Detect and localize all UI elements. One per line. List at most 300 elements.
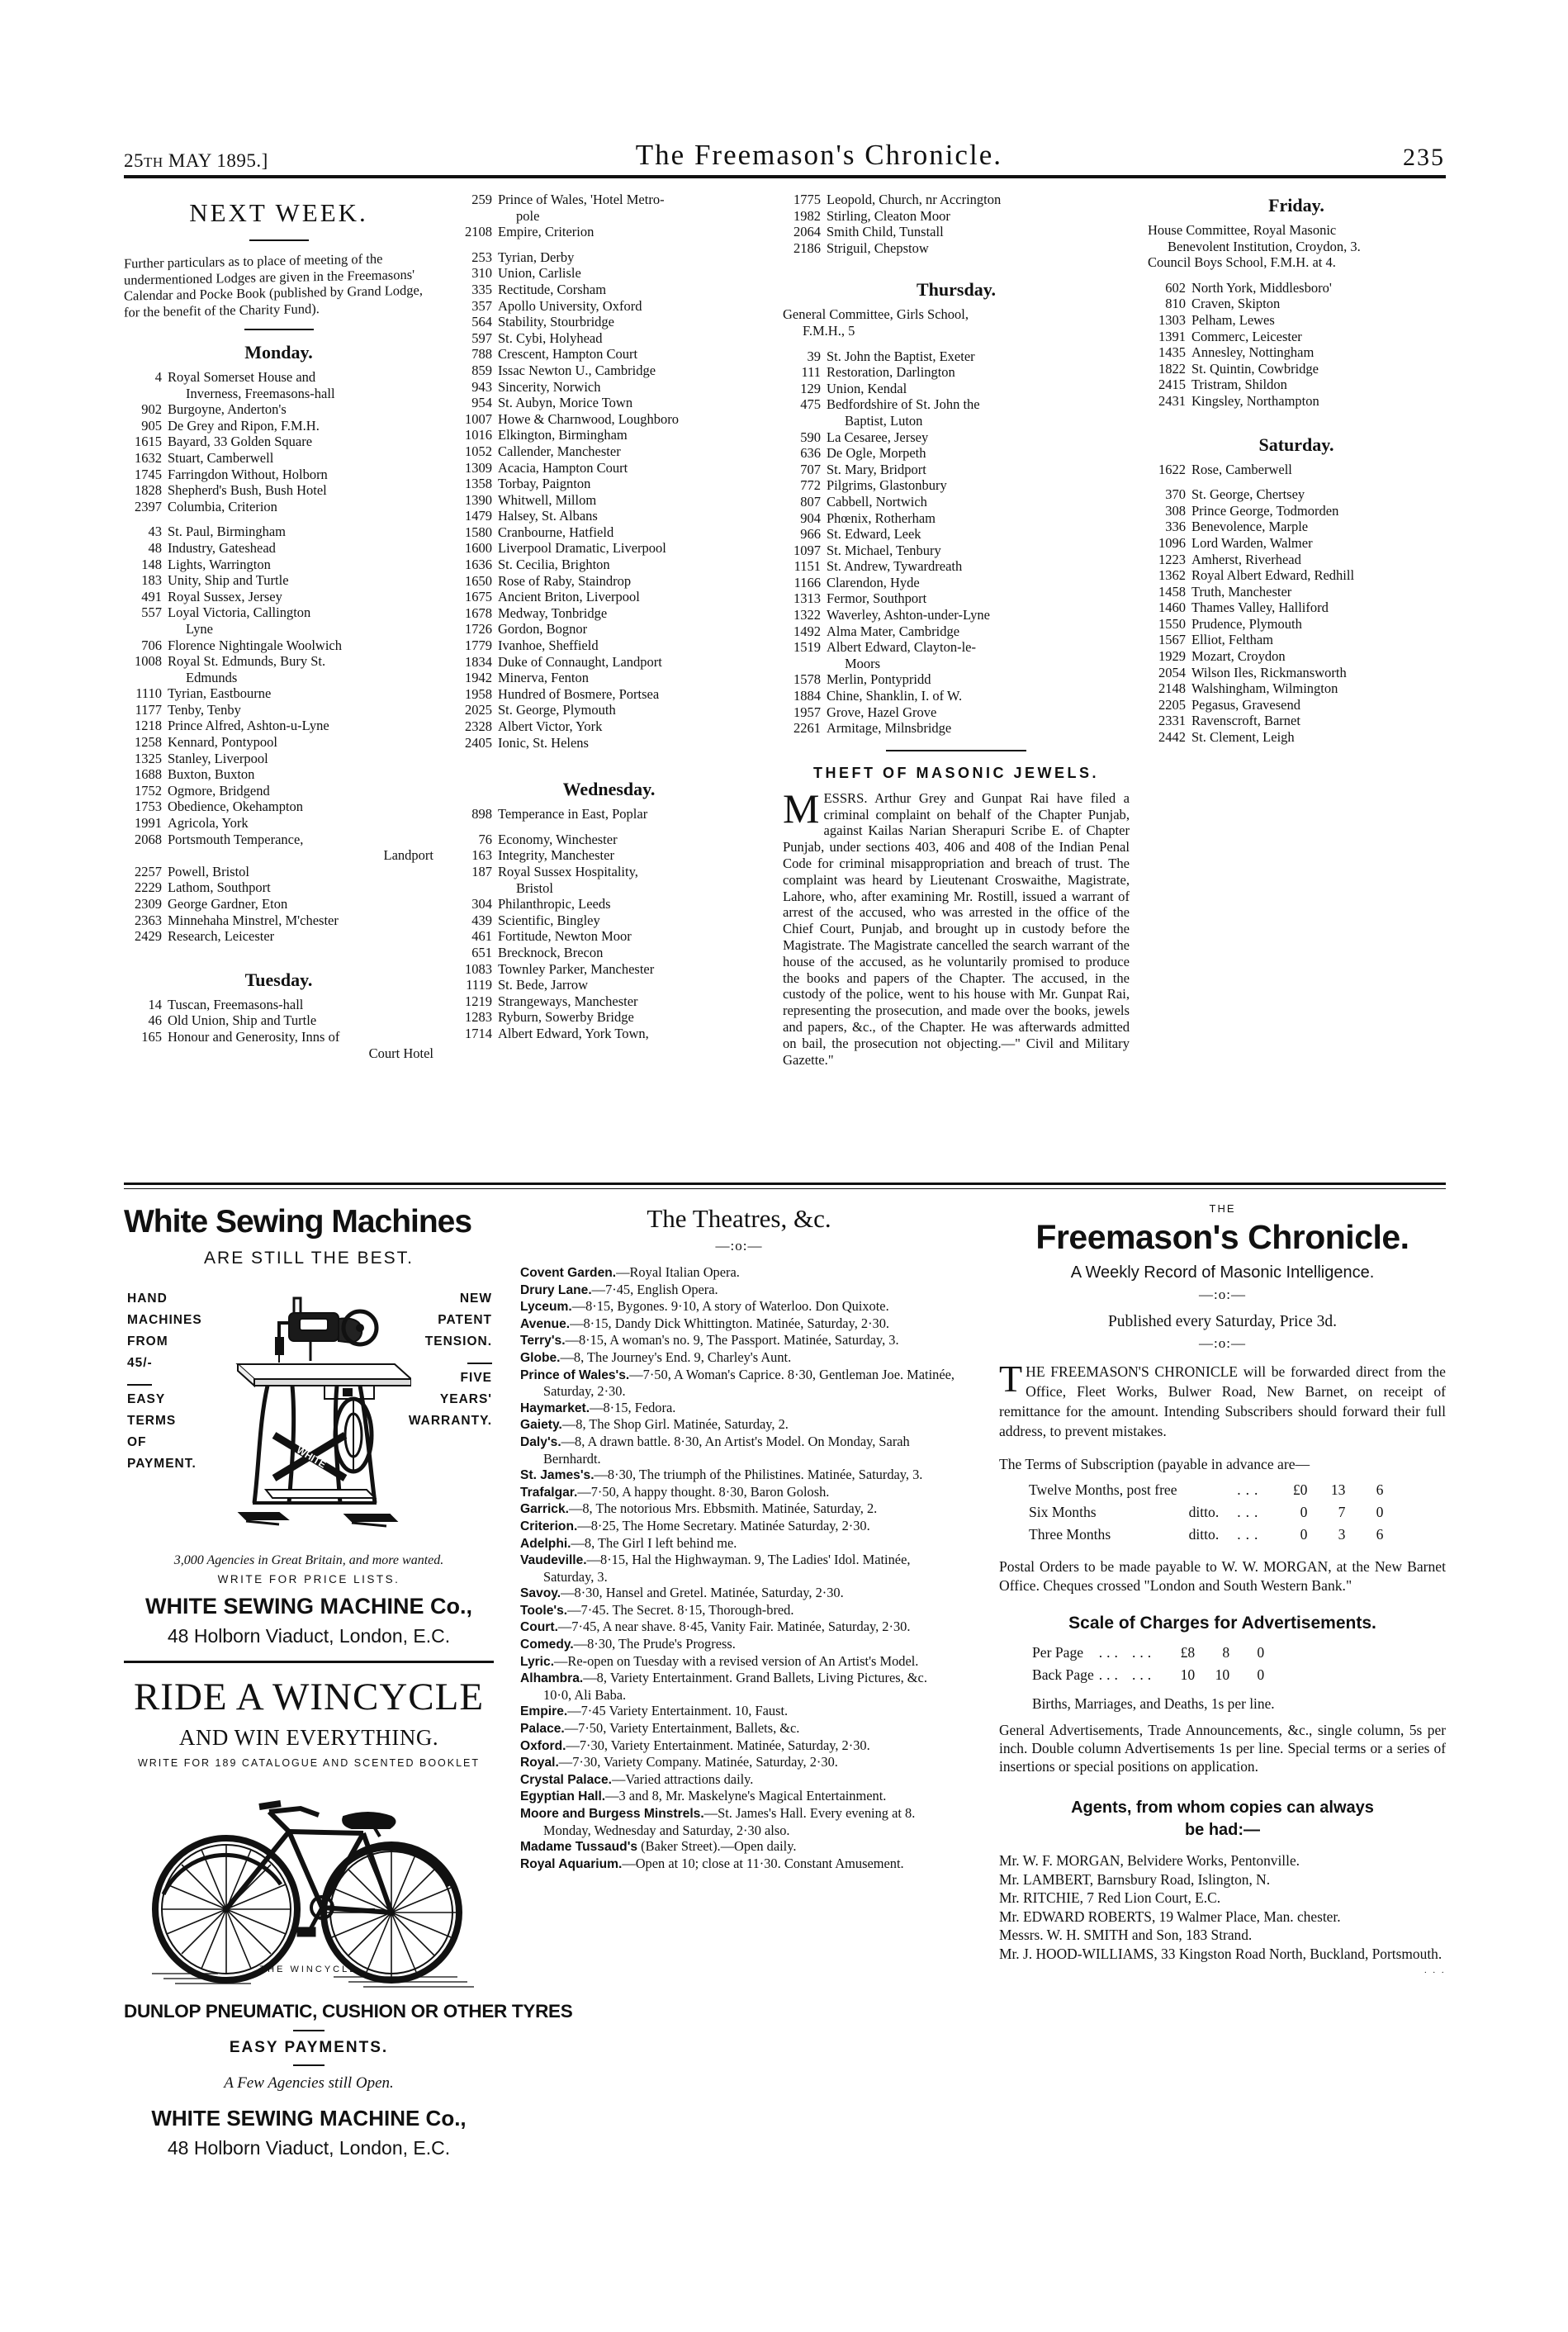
lodge-entry [454,379,764,396]
lodge-name: Halsey, St. Albans [498,508,598,524]
lodge-entry [783,639,1130,656]
lodge-number: 1358 [465,476,492,492]
friday-list [1148,280,1445,410]
lodge-name-continued: Lyne [186,620,213,637]
theatre-entry [520,1332,958,1349]
lodge-entry [1148,361,1445,377]
lodge-number: 902 [141,401,162,418]
lodge-number: 14 [148,996,162,1012]
lodge-entry [124,815,433,832]
lodge-entry [454,806,764,822]
lodge-number: 1622 [1158,461,1186,477]
rate-row [1029,1479,1383,1501]
lodge-number: 1615 [135,434,162,450]
term-line: FROM [127,1334,168,1348]
lodge-name: Torbay, Paignton [498,476,591,492]
lodge-number: 187 [471,863,492,879]
white-sewing-illustration-block [124,1273,494,1550]
lodge-entry-continuation [124,621,433,638]
lodge-number: 1322 [793,607,821,623]
lodge-name: Stanley, Liverpool [168,750,268,766]
chronicle-postal-orders: Postal Orders to be made payable to W. W. MORGAN, at the New Barnet Office. Cheques crossed "London and South Western Bank." [999,1558,1446,1594]
lodge-number: 370 [1165,486,1186,503]
lodge-name: Strangeways, Manchester [498,993,638,1009]
lodge-entry [454,1009,764,1026]
lodge-entry [1148,462,1445,478]
lodge-entry [454,265,764,282]
lodge-entry [454,411,764,428]
chronicle-column [999,1199,1446,1978]
lodge-entry [1148,680,1445,697]
lodge-number: 859 [471,362,492,378]
wednesday-london-list [454,806,764,822]
lodge-number: 706 [141,637,162,653]
lodge-entry [454,702,764,718]
lodge-entry [783,445,1130,462]
rate-label: Three Months [1029,1526,1111,1543]
theatres-list [520,1264,958,1872]
lodge-number: 597 [471,329,492,346]
lodge-name: Benevolence, Marple [1191,519,1309,535]
theatre-programme: —8·15, Fedora. [590,1399,676,1415]
theatre-entry [520,1400,958,1417]
lodge-name: Merlin, Pontypridd [827,671,931,688]
friday-house-line1: House Committee, Royal Masonic [1148,222,1337,238]
lodge-name: Alma Mater, Cambridge [827,623,960,639]
chronicle-divider: —:o:— [1199,1335,1246,1351]
lodge-entry [124,524,433,540]
lodge-entry [124,482,433,499]
lodge-number: 39 [807,348,821,364]
theatre-programme: —8·30, The triumph of the Philistines. Matinée, Saturday, 3. [594,1467,923,1483]
theatre-entry [520,1585,958,1602]
theatre-entry [520,1636,958,1653]
lodge-entry [454,460,764,476]
lodge-entry [454,540,764,557]
lodge-name: Research, Leicester [168,928,275,945]
white-sewing-address: 48 Holborn Viaduct, London, E.C. [167,1625,451,1647]
theatre-name: St. James's. [520,1468,595,1483]
theatre-programme: —Open at 10; close at 11·30. Constant Amusement. [622,1855,904,1871]
lodge-entry [124,766,433,783]
lodge-name: Kingsley, Northampton [1191,392,1319,409]
lodge-entry [783,429,1130,446]
lodge-name: Issac Newton U., Cambridge [498,362,656,378]
issue-date-day: 25 [124,150,144,171]
term-line: MACHINES [127,1313,202,1327]
charge-dots: ... [1098,1666,1122,1683]
lodge-number: 1258 [135,734,162,751]
lodge-name: Lathom, Southport [168,879,271,896]
charge-pence: 0 [1257,1644,1265,1661]
lodge-number: 1479 [465,508,492,524]
lodge-entry [124,997,433,1013]
lodge-name: Pegasus, Gravesend [1191,696,1300,713]
lodge-name: Prince of Wales, 'Hotel Metro- [498,192,665,207]
theatres-column [520,1199,958,1872]
lodge-entry [124,799,433,815]
agent-entry: Mr. LAMBERT, Barnsbury Road, Islington, N. [999,1870,1271,1888]
friday-house-line2: Benevolent Institution, Croydon, 3. [1168,238,1361,254]
lodge-number: 954 [471,395,492,411]
lodge-number: 1884 [793,688,821,704]
lodge-entry [783,381,1130,397]
lodge-number: 1745 [135,466,162,482]
lodge-name: Townley Parker, Manchester [498,960,655,977]
lodge-entry-continuation [783,413,1130,429]
spacer [783,339,1130,348]
lodge-entry [783,688,1130,704]
lodge-number: 1309 [465,459,492,476]
term-line: HAND [127,1292,168,1306]
rate-shillings: 3 [1338,1526,1346,1543]
lodge-number: 2363 [135,912,162,928]
rate-dots: ... [1237,1526,1263,1543]
lodge-entry [1148,312,1445,329]
lodge-name: Craven, Skipton [1191,296,1281,312]
lodge-entry [124,499,433,515]
lodge-entry [1148,344,1445,361]
lodge-number: 966 [800,526,821,543]
theatre-name: Gaiety. [520,1418,562,1433]
theatre-name: Egyptian Hall. [520,1789,606,1804]
lodge-entry [1148,713,1445,729]
theatre-name: Court. [520,1620,558,1635]
lodge-name: Loyal Victoria, Callington [168,604,311,621]
lodge-name: Tenby, Tenby [168,701,241,718]
lodge-number: 602 [1165,279,1186,296]
lodge-entry [1148,697,1445,713]
theatre-name: Terry's. [520,1334,566,1348]
lodge-entry-continuation [124,847,433,864]
lodge-name: St. Quintin, Cowbridge [1191,360,1319,377]
lodge-number: 1580 [465,524,492,540]
lodge-entry [124,1012,433,1029]
theatre-programme: —8·15, A woman's no. 9, The Passport. Matinée, Saturday, 3. [565,1332,899,1348]
theatre-entry [520,1619,958,1636]
lodge-entry [124,928,433,945]
wednesday-heading: Wednesday. [562,779,656,800]
chronicle-the: THE [1209,1202,1236,1215]
lodge-name: Royal Albert Edward, Redhill [1191,567,1355,584]
lodge-name: St. George, Plymouth [498,702,616,718]
theatre-entry [520,1500,958,1518]
lodge-entry [124,718,433,734]
lodge-number: 1578 [793,671,821,688]
lodge-name: Minnehaha Minstrel, M'chester [168,912,339,928]
theft-article-heading: THEFT OF MASONIC JEWELS. [812,764,1099,781]
lodge-entry-continuation [783,656,1130,672]
rate-dots: ... [1237,1504,1263,1520]
lodge-name: Cranbourne, Hatfield [498,524,614,540]
lodge-number: 557 [141,604,162,621]
lodge-entry [783,510,1130,527]
lodge-entry-continuation [124,1045,433,1062]
rate-pounds: £0 [1292,1481,1308,1498]
rate-sublabel [1189,1479,1231,1501]
lodge-name: Fortitude, Newton Moor [498,928,632,945]
rate-sublabel: ditto. [1188,1526,1220,1543]
machine-brand-label: WHITE [294,1443,329,1471]
lodge-number: 1083 [465,960,492,977]
lodge-name-continued: pole [516,207,540,224]
theatre-entry [520,1349,958,1367]
theatre-entry [520,1653,958,1671]
rate-shillings: 13 [1330,1481,1346,1498]
lodge-name: Industry, Gateshead [168,539,276,556]
lodge-number: 1775 [793,192,821,207]
lodge-entry [783,477,1130,494]
lodge-entry [454,993,764,1010]
lodge-name: St. George, Chertsey [1191,486,1305,503]
lodge-name: Callender, Manchester [498,443,621,459]
lodge-name: Albert Victor, York [498,718,603,734]
lodge-number: 76 [478,831,492,847]
lodge-number: 1567 [1158,632,1186,648]
lodge-number: 1550 [1158,615,1186,632]
theatre-entry [520,1737,958,1755]
theatre-entry [520,1467,958,1484]
lodge-name: Scientific, Bingley [498,912,600,928]
lodge-name: Mozart, Croydon [1191,648,1286,665]
lodge-number: 1016 [465,427,492,443]
lodge-number: 165 [141,1028,162,1045]
lodge-number: 461 [471,928,492,945]
lodge-entry [454,864,764,880]
term-line: TENSION. [424,1334,492,1348]
lodge-name: St. Paul, Birmingham [168,524,287,540]
friday-house-line3: Council Boys School, F.M.H. at 4. [1148,254,1336,271]
ad-divider [124,1661,494,1663]
monday-heading: Monday. [244,342,313,363]
lodge-number: 357 [471,297,492,314]
lodge-entry [1148,648,1445,665]
bicycle-icon [124,1770,494,1989]
theatre-programme: —8·15, Hal the Highwayman. 9, The Ladies' Idol. Matinée, Saturday, 3. [543,1552,911,1585]
theatre-name: Alhambra. [520,1671,584,1686]
rate-pence: 6 [1376,1526,1384,1543]
lodge-name: Lord Warden, Walmer [1191,534,1313,551]
lodge-number: 2309 [135,896,162,912]
wednesday-provincial-list [454,832,764,1042]
chronicle-published: Published every Saturday, Price 3d. [1107,1313,1338,1330]
theft-article-text: ESSRS. Arthur Grey and Gunpat Rai have filed a criminal complaint on behalf of the Chapter Punjab, against Kailas Narian Sherapuri Scribe E. of Chapter Punjab, under sections 403, 406 and 408 of the Indian Penal Code for criminal misappropriation and breach of trust. The complaint was heard by Lieutenant Croswaithe, Magistrate, Lahore, who, after examining Mr. Rostill, issued a warrant of arrest of the accused, who was arrested in the office of the Chief Court, Punjab, and brought up in custody before the Magistrate. The Magistrate cancelled the search warrant of the house of the accused, as he voluntarily promised to produce the books and papers of the Chapter. The accused, in the custody of the police, went to his house with Mr. Gunpat Rai, representing the prosecution, and made over the books, jewels and papers, &c., of the Chapter. He was afterwards admitted on bail, the prosecution not objecting.—" Civil and Military Gazette." [783,789,1130,1068]
theatre-name: Adelphi. [520,1536,571,1551]
lodge-name: Smith Child, Tunstall [827,224,944,240]
lodge-entry [783,462,1130,478]
lodge-number: 48 [148,539,162,556]
lodge-entry [124,638,433,654]
lodge-name: Ogmore, Bridgend [168,782,270,799]
lodge-entry [124,418,433,434]
lodge-entry [454,249,764,266]
rate-pounds: 0 [1300,1504,1308,1520]
lodge-number: 810 [1165,296,1186,312]
lodge-name: Sincerity, Norwich [498,378,601,395]
lodge-number: 1982 [793,207,821,224]
lodge-number: 129 [800,380,821,396]
lodge-name: Farringdon Without, Holborn [168,466,328,482]
lodge-number: 1362 [1158,567,1186,584]
spacer [454,240,764,249]
thursday-committee-line1: General Committee, Girls School, [783,306,969,323]
lodge-entry [783,224,1130,240]
lodge-entry [454,912,764,929]
lodge-number: 1151 [793,558,821,575]
charge-dots: ... [1131,1644,1156,1661]
lodge-name: Bayard, 33 Golden Square [168,434,313,450]
lodge-name: Union, Kendal [827,380,907,396]
lodge-name: Ravenscroft, Barnet [1191,713,1300,729]
white-sewing-right-terms [409,1288,492,1432]
lodge-entry [124,401,433,418]
theatre-programme: —8·15, Bygones. 9·10, A story of Waterloo. Don Quixote. [571,1298,889,1315]
lodge-name: Acacia, Hampton Court [498,459,628,476]
lodge-entry [1148,519,1445,535]
theatre-entry [520,1434,958,1467]
agents-list [999,1851,1446,1963]
theatre-name: Royal Aquarium. [520,1856,623,1871]
chronicle-divider: —:o:— [1199,1287,1246,1302]
theatre-programme: —7·50, Variety Entertainment, Ballets, &c. [564,1720,800,1737]
lodge-entry [124,540,433,557]
lodge-name-continued: Edmunds [186,669,238,685]
theatre-programme: —8, The Girl I left behind me. [571,1534,737,1551]
term-line: FIVE [460,1371,492,1385]
lodge-number: 1632 [135,449,162,466]
lodge-number: 1929 [1158,648,1186,665]
lodge-entry [454,573,764,590]
lodge-number: 308 [1165,502,1186,519]
lodge-number: 335 [471,281,492,297]
lodge-entry [454,1026,764,1042]
lodge-entry [454,735,764,751]
lodge-name: Phœnix, Rotherham [827,510,936,526]
theatre-name: Prince of Wales's. [520,1367,630,1382]
rate-pence: 0 [1376,1504,1384,1520]
bicycle-caption: THE WINCYCLE [259,1965,358,1974]
lodge-number: 898 [471,806,492,822]
lodge-number: 2054 [1158,664,1186,680]
lodge-number: 1119 [466,977,492,993]
theatre-programme: —8, The Journey's End. 9, Charley's Aunt. [560,1348,792,1365]
lodge-name: Rectitude, Corsham [498,281,607,297]
lodge-entry [1148,377,1445,393]
lodge-number: 183 [141,572,162,589]
theatre-name: Lyric. [520,1654,555,1669]
column-two [454,192,764,1042]
thursday-committee-line2: F.M.H., 5 [803,322,855,339]
lodge-name-continued: Court Hotel [368,1045,433,1061]
theatre-entry [520,1484,958,1501]
lodge-number: 1391 [1158,328,1186,344]
lodge-name: Unity, Ship and Turtle [168,572,289,589]
lodge-entry [454,896,764,912]
theatre-name: Globe. [520,1350,561,1365]
lodge-entry-continuation [454,208,764,225]
lodge-entry [124,467,433,483]
lodge-name: Crescent, Hampton Court [498,346,638,363]
divider [249,239,309,241]
lodge-entry [454,524,764,541]
theatres-divider: —:o:— [715,1238,763,1254]
lodge-number: 904 [800,510,821,526]
lodge-number: 2328 [465,718,492,734]
lodge-number: 1714 [465,1025,492,1041]
theatre-programme: —7·45, A near shave. 8·45, Vanity Fair. Matinée, Saturday, 2·30. [557,1619,911,1635]
lodge-entry [454,314,764,330]
theatre-name: Covent Garden. [520,1266,617,1280]
column-three [783,192,1130,1068]
lodge-entry [454,621,764,638]
theatre-entry [520,1771,958,1789]
spacer [454,822,764,832]
lodge-name: Prince George, Todmorden [1191,502,1339,519]
lodge-name: St. Edward, Leek [827,526,921,543]
saturday-heading: Saturday. [1258,434,1334,455]
lodge-entry [454,718,764,735]
bicycle-illustration [124,1770,494,1998]
lodge-name: Wilson Iles, Rickmansworth [1191,664,1347,680]
lodge-entry [124,734,433,751]
lodge-number: 1283 [465,1009,492,1026]
charge-shillings: 8 [1222,1644,1230,1661]
lodge-entry [783,192,1130,208]
lodge-name: Royal Somerset House and [168,369,316,385]
lodge-name: De Grey and Ripon, F.M.H. [168,417,320,434]
lodge-entry [124,653,433,670]
rate-pence: 6 [1376,1481,1384,1498]
lodge-name: Bedfordshire of St. John the [827,396,980,413]
lodge-entry [454,832,764,848]
chronicle-terms-intro: The Terms of Subscription (payable in advance are— [999,1456,1310,1472]
wincycle-subtitle: AND WIN EVERYTHING. [178,1725,439,1750]
tuesday-heading: Tuesday. [244,969,313,990]
lodge-name: Rose, Camberwell [1191,461,1292,477]
theatre-programme: —7·45. The Secret. 8·15, Thorough-bred. [567,1601,794,1618]
theatre-name: Vaudeville. [520,1553,587,1568]
wincycle-company: WHITE SEWING MACHINE Co., [151,2106,467,2131]
lodge-number: 1753 [135,799,162,815]
theatre-programme: —3 and 8, Mr. Maskelyne's Magical Entertainment. [605,1788,887,1804]
theatre-programme: —8·15, Dandy Dick Whittington. Matinée, Saturday, 2·30. [570,1315,890,1331]
lodge-number: 163 [471,847,492,864]
lodge-name: Stuart, Camberwell [168,449,274,466]
lodge-name: Amherst, Riverhead [1191,551,1301,567]
lodge-name: Lights, Warrington [168,556,271,572]
lodge-entry [124,912,433,929]
lodge-number: 1958 [465,685,492,702]
lodge-entry [454,443,764,460]
lodge-number: 1007 [465,410,492,427]
lodge-number: 1223 [1158,551,1186,567]
lodge-name: Medway, Tonbridge [498,604,608,621]
lodge-number: 2415 [1158,377,1186,393]
lodge-entry [1148,329,1445,345]
lodge-name: St. Andrew, Tywardreath [827,558,963,575]
page-number: 235 [1402,144,1445,171]
lodge-entry [783,607,1130,623]
lodge-entry [124,450,433,467]
lodge-name: St. Cybi, Holyhead [498,329,603,346]
lodge-name: Kennard, Pontypool [168,734,277,751]
lodge-name: Royal Sussex Hospitality, [498,863,638,879]
lodge-number: 2331 [1158,713,1186,729]
lodge-entry [454,928,764,945]
lodge-entry [1148,665,1445,681]
theatre-entry [520,1416,958,1434]
lodge-name: Empire, Criterion [498,224,595,240]
